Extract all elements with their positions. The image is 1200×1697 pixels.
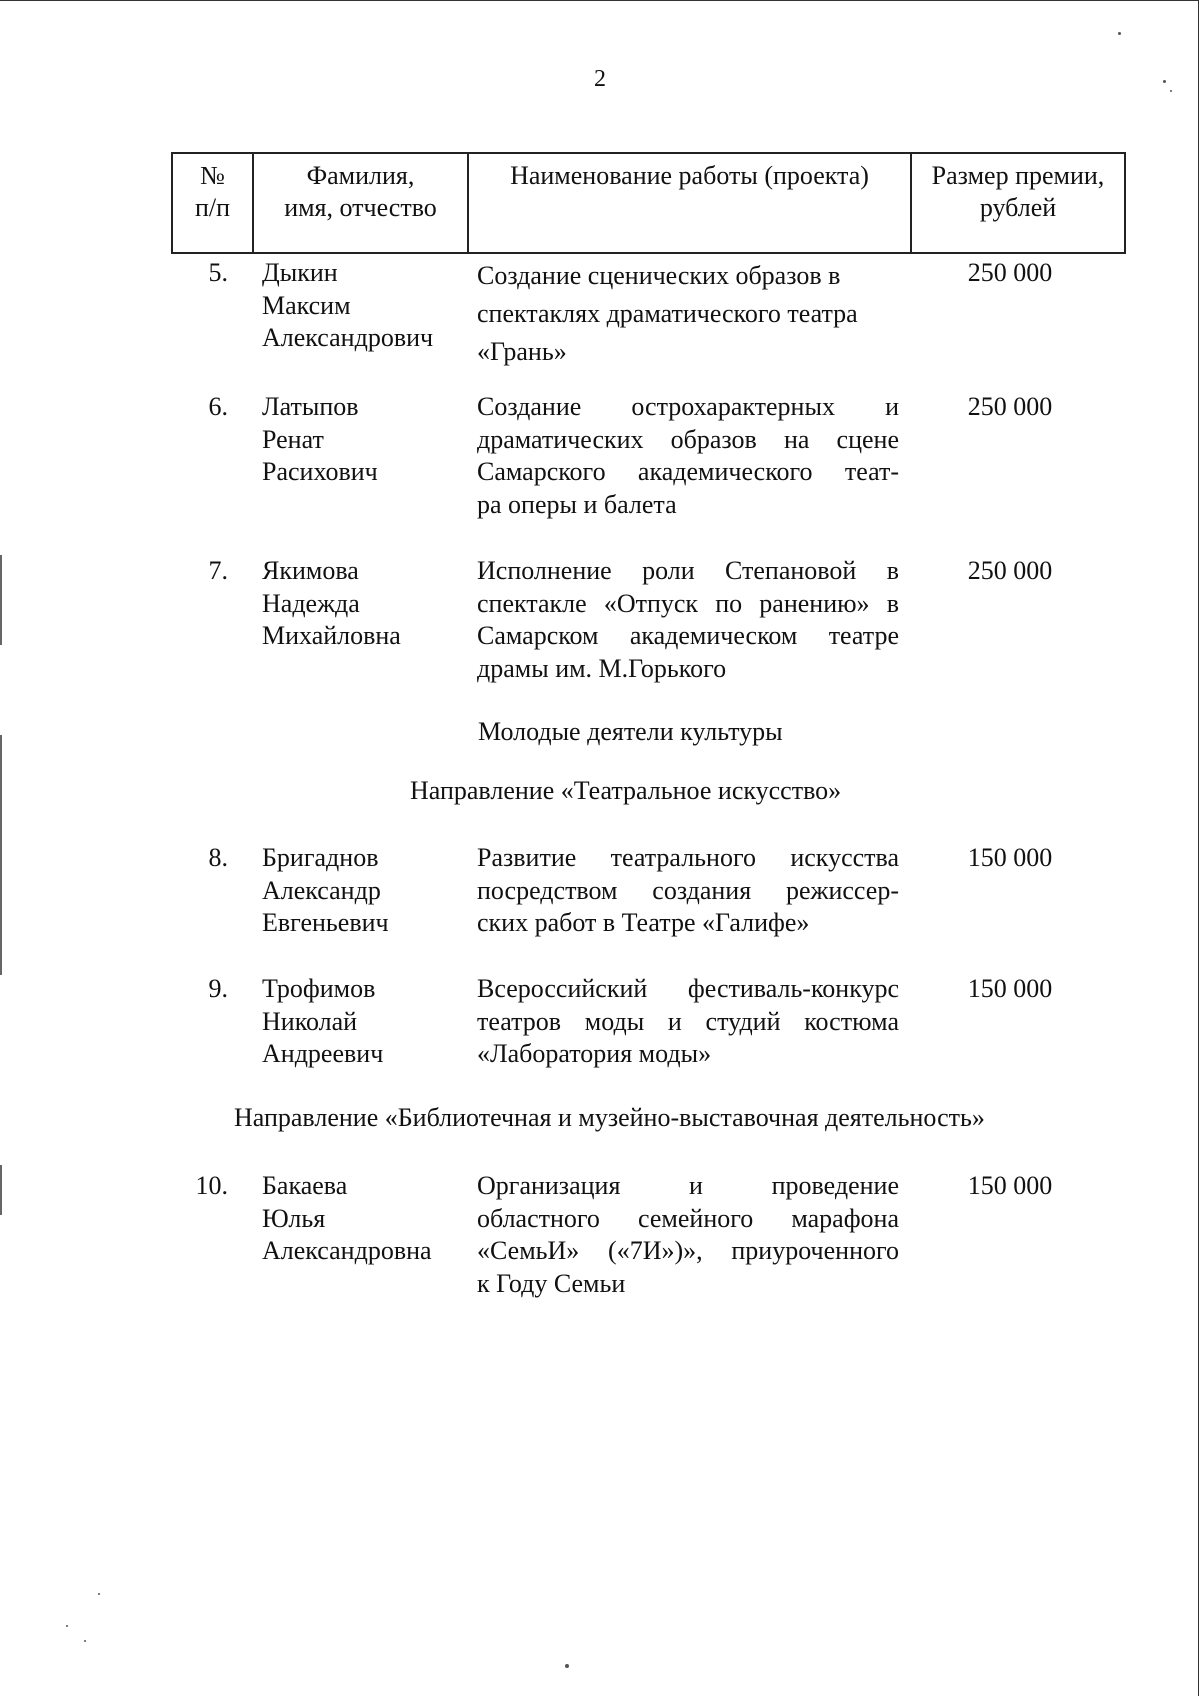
row-work-line: к Году Семьи (477, 1268, 626, 1298)
row-full-name (262, 391, 462, 489)
section-heading-young-figures: Молодые деятели культуры (478, 717, 783, 746)
scan-speck (98, 1593, 100, 1595)
row-first-name: Надежда (262, 588, 360, 618)
row-work-line: Исполнение роли Степановой в (477, 556, 899, 585)
row-work-line: Всероссийский фестиваль-конкурс (477, 974, 899, 1003)
scan-edge-mark (0, 555, 2, 645)
header-name-cell (254, 154, 469, 252)
row-work-line: ских работ в Театре «Галифе» (477, 908, 810, 937)
header-work-cell (469, 154, 912, 252)
header-prize-line2: рублей (979, 193, 1057, 222)
row-work-title (477, 842, 899, 940)
row-work-title (477, 973, 899, 1071)
page-number: 2 (594, 66, 606, 92)
header-prize-line1: Размер премии, (931, 161, 1105, 190)
row-first-name: Александр (262, 875, 381, 905)
row-surname: Трофимов (262, 974, 376, 1003)
scan-speck (66, 1625, 68, 1627)
row-patronymic: Расихович (262, 457, 378, 486)
row-work-line: драмы им. М.Горького (477, 653, 727, 683)
row-prize-amount: 150 000 (967, 1171, 1053, 1200)
row-work-title (477, 391, 899, 521)
row-work-title (477, 257, 899, 371)
row-work-line: ра оперы и балета (477, 489, 677, 519)
row-number: 5. (208, 258, 228, 287)
row-work-line: спектаклях драматического театра (477, 299, 858, 328)
row-full-name (262, 257, 462, 355)
header-number-cell (173, 154, 254, 252)
row-surname: Дыкин (262, 258, 338, 287)
row-prize-amount: 250 000 (967, 258, 1053, 287)
header-prize-cell (912, 154, 1124, 252)
header-name-line1: Фамилия, (306, 161, 415, 190)
row-full-name (262, 973, 462, 1071)
header-number-symbol: № (200, 161, 225, 190)
scan-edge-mark (0, 1165, 2, 1215)
row-work-line: Самарском академическом театре (477, 621, 899, 650)
row-patronymic: Андреевич (262, 1039, 384, 1068)
row-prize-amount: 150 000 (967, 843, 1053, 872)
row-surname: Бригаднов (262, 843, 379, 872)
row-first-name: Ренат (262, 424, 324, 454)
row-work-line: Развитие театрального искусства (477, 843, 899, 872)
row-patronymic: Евгеньевич (262, 908, 389, 937)
row-prize-amount: 250 000 (967, 556, 1053, 585)
row-work-line: театров моды и студий костюма (477, 1006, 899, 1036)
header-number-abbrev: п/п (194, 193, 231, 222)
row-prize-amount: 150 000 (967, 974, 1053, 1003)
scan-speck (1118, 32, 1121, 35)
row-work-title (477, 555, 899, 685)
row-work-line: посредством создания режиссер- (477, 875, 899, 905)
scan-speck (1170, 90, 1172, 92)
row-work-line: Организация и проведение (477, 1171, 899, 1200)
row-patronymic: Михайловна (262, 621, 401, 650)
table-header (171, 152, 1126, 254)
row-number: 9. (208, 974, 228, 1003)
row-number: 7. (208, 556, 228, 585)
row-first-name: Юлья (262, 1203, 326, 1233)
scan-speck (565, 1664, 569, 1668)
row-work-line: областного семейного марафона (477, 1203, 899, 1233)
row-number: 8. (208, 843, 228, 872)
row-surname: Латыпов (262, 392, 359, 421)
row-work-line: «Лаборатория моды» (477, 1039, 712, 1068)
scan-speck (84, 1640, 86, 1642)
row-patronymic: Александровна (262, 1236, 432, 1265)
row-number: 6. (208, 392, 228, 421)
row-work-line: Самарского академического теат- (477, 457, 899, 486)
row-patronymic: Александрович (262, 323, 434, 352)
row-surname: Бакаева (262, 1171, 348, 1200)
row-work-line: Создание острохарактерных и (477, 392, 899, 421)
row-work-title (477, 1170, 899, 1300)
section-heading-theatre-direction: Направление «Театральное искусство» (410, 776, 842, 805)
section-heading-library-direction: Направление «Библиотечная и музейно-выставочная деятельность» (234, 1103, 985, 1132)
row-work-line: «Грань» (477, 337, 567, 366)
row-number: 10. (195, 1171, 228, 1200)
row-surname: Якимова (262, 556, 359, 585)
row-work-line: спектакле «Отпуск по ранению» в (477, 588, 899, 618)
header-work-title: Наименование работы (проекта) (510, 161, 869, 190)
scan-edge-mark (0, 735, 2, 975)
row-full-name (262, 842, 462, 940)
row-prize-amount: 250 000 (967, 392, 1053, 421)
scan-speck (1163, 80, 1166, 83)
row-work-line: «СемьИ» («7И»)», приуроченного (477, 1236, 899, 1265)
row-first-name: Николай (262, 1006, 358, 1036)
row-full-name (262, 1170, 462, 1268)
header-name-line2: имя, отчество (284, 193, 437, 222)
row-work-line: Создание сценических образов в (477, 261, 841, 290)
row-work-line: драматических образов на сцене (477, 424, 899, 454)
row-first-name: Максим (262, 290, 351, 320)
row-full-name (262, 555, 462, 653)
